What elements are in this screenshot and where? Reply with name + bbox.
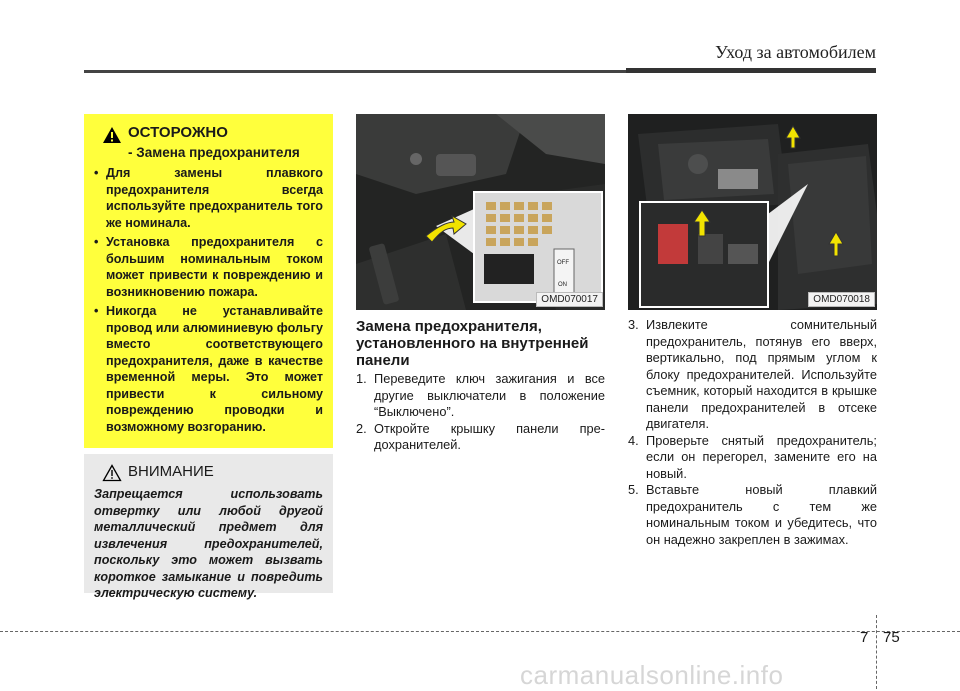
interior-fuse-panel-illustration — [356, 114, 605, 310]
photo-caption: OMD070018 — [808, 292, 875, 307]
watermark: carmanualsonline.info — [520, 660, 784, 690]
section-heading: Замена предохранителя, установленного на внутренней панели — [356, 318, 589, 369]
caution-list — [94, 165, 323, 435]
step-number: 2. — [356, 420, 367, 436]
page-header-title: Уход за автомобилем — [715, 42, 876, 62]
header-rule-accent — [626, 68, 876, 73]
step-number: 5. — [628, 482, 639, 497]
step-text: Извлеките сомнительный предохранитель, потянув его вверх, вертикально, под прямым углом к блоку предохранителей. Используйте съемник, который находится в крышке панели предохранителей в отсеке двигателя. — [646, 317, 877, 431]
engine-fuse-box-illustration — [628, 114, 877, 310]
step-number: 4. — [628, 432, 639, 448]
step-text: Вставьте новый плавкий предохранитель с тем же номинальным током и убедитесь, что он надежно закреплен в зажимах. — [646, 482, 877, 547]
step-item — [628, 482, 877, 548]
step-number: 1. — [356, 371, 367, 386]
interior-fuse-panel-photo — [356, 114, 605, 310]
notice-title: ВНИМАНИЕ — [128, 463, 214, 480]
caution-header — [94, 124, 323, 144]
step-item — [628, 433, 877, 483]
switch-on-label: ON — [558, 282, 567, 288]
step-item — [356, 371, 605, 421]
step-text: Переведите ключ зажигания и все другие выключатели в положение “Выключено”. — [374, 371, 605, 419]
step-text: Откройте крышку панели пре-дохранителей. — [374, 420, 605, 452]
footer-rule — [0, 631, 960, 632]
steps-middle-column — [356, 371, 605, 454]
caution-subtitle: - Замена предохранителя — [128, 145, 300, 160]
notice-body: Запрещается использовать отвертку или любой другой металлический предмет для извлечения предохранителей, поскольку это может вызвать короткое замыкание и повредить электрическую систему. — [94, 487, 323, 600]
page-number: 75 — [883, 629, 900, 646]
switch-off-label: OFF — [557, 260, 569, 266]
footer-divider — [876, 615, 877, 689]
warning-triangle-icon — [102, 126, 122, 144]
caution-item: • Никогда не устанавливайте провод или алюминиевую фольгу вместо соответствующего предохранителя, даже в качестве временной меры. Это может привести к сильному повреждению проводки и возможному возгоранию. — [94, 303, 323, 435]
steps-right-column — [628, 317, 877, 548]
caution-box — [84, 114, 333, 453]
step-item — [356, 421, 605, 454]
step-text: Проверьте снятый предохранитель; если он перегорел, замените его на новый. — [646, 432, 877, 481]
page-chapter: 7 — [860, 629, 869, 646]
engine-fuse-box-photo — [628, 114, 877, 310]
caution-item: • Установка предохранителя с большим номинальным током может привести к повреждению и возникновению пожара. — [94, 234, 323, 300]
notice-header — [94, 462, 323, 482]
caution-item: • Для замены плавкого предохранителя всегда используйте предохранитель того же номинала. — [94, 165, 323, 231]
step-number: 3. — [628, 317, 639, 332]
caution-title: ОСТОРОЖНО — [128, 124, 228, 141]
notice-box — [84, 448, 333, 600]
step-item — [628, 317, 877, 433]
photo-caption: OMD070017 — [536, 292, 603, 307]
warning-outline-icon — [102, 464, 122, 482]
